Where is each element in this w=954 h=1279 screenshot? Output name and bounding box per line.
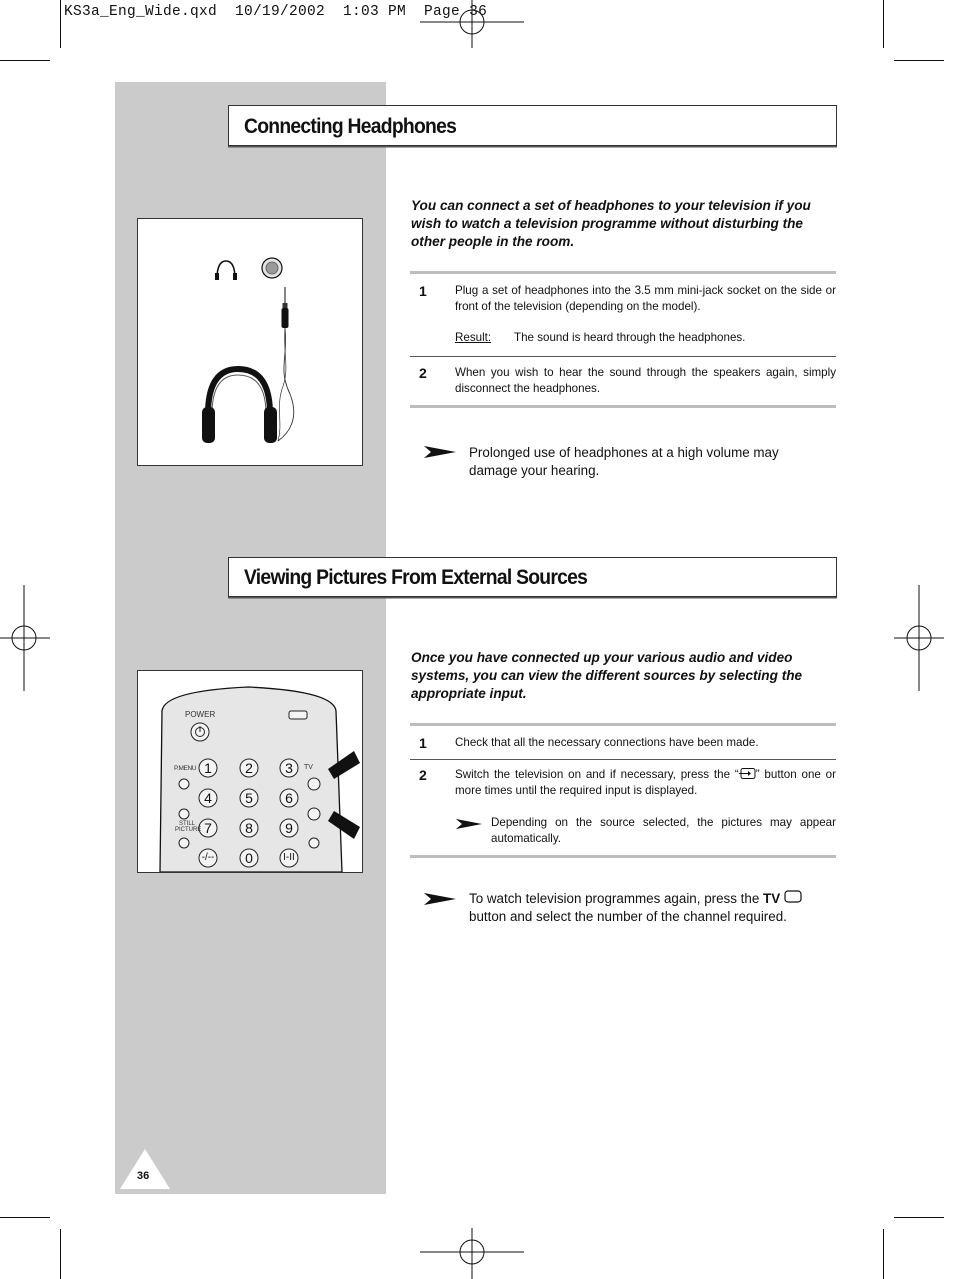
key-4: 4 [204, 790, 212, 806]
plug-icon [282, 287, 289, 328]
section-rule [410, 405, 836, 408]
registration-mark-left [0, 585, 50, 691]
section-title: Connecting Headphones [244, 115, 457, 138]
result-label: Result: [455, 331, 492, 344]
section-rule [410, 723, 836, 726]
step-text: Check that all the necessary connections have been made. [455, 736, 759, 749]
registration-mark-top [420, 0, 524, 50]
still-label: STILL PICTURE [175, 821, 202, 833]
subnote-arrow-icon [455, 818, 483, 830]
step-divider [410, 356, 836, 357]
intro-text: You can connect a set of headphones to your television if you wish to watch a television programme without disturbing the other people in the room. [411, 198, 811, 249]
input-source-icon [739, 768, 756, 779]
subnote-text: Depending on the source selected, the pictures may appear automatically. [491, 816, 836, 845]
pmenu-label: P.MENU [174, 765, 197, 772]
intro-text: Once you have connected up your various audio and video systems, you can view the different sources by selecting the appropriate input. [411, 650, 803, 701]
result-text: The sound is heard through the headphones. [514, 331, 746, 344]
headphone-symbol-icon [215, 261, 237, 280]
key-6: 6 [285, 790, 293, 806]
slug-line: KS3a_Eng_Wide.qxd 10/19/2002 1:03 PM Page 36 [64, 4, 488, 20]
key-8: 8 [245, 820, 253, 836]
headphones-icon [202, 369, 277, 443]
section-rule [410, 271, 836, 274]
step-text: When you wish to hear the sound through the speakers again, simply disconnect the headphones. [455, 366, 836, 395]
note-arrow-icon [423, 892, 457, 906]
step-number: 1 [419, 735, 427, 751]
step-text: Plug a set of headphones into the 3.5 mm mini-jack socket on the side or front of the television (depending on the model). [455, 284, 836, 313]
key-3: 3 [285, 760, 293, 776]
tv-label: TV [763, 891, 781, 906]
step-text: Switch the television on and if necessary, press the “ ” button one or more times until the required input is displayed. [455, 768, 836, 797]
registration-mark-right [894, 585, 944, 691]
page-number: 36 [137, 1170, 150, 1182]
note-text: Prolonged use of headphones at a high volume may damage your hearing. [469, 445, 779, 478]
page-number-triangle [118, 1148, 172, 1190]
step-number: 1 [419, 283, 427, 299]
key-dash: -/-- [201, 852, 215, 863]
tv-label: TV [304, 764, 313, 771]
registration-mark-bottom [420, 1228, 524, 1279]
key-9: 9 [285, 820, 293, 836]
section-title-box [228, 105, 837, 146]
power-label: POWER [185, 710, 216, 719]
key-i-ii: I-II [283, 852, 295, 863]
note-text: To watch television programmes again, press the TV button and select the number of the channel required. [469, 890, 829, 926]
key-2: 2 [245, 760, 253, 776]
step-number: 2 [419, 365, 427, 381]
section-title-box [228, 557, 837, 597]
key-1: 1 [204, 760, 212, 776]
key-0: 0 [245, 850, 253, 866]
tv-button-icon [784, 890, 802, 903]
step-number: 2 [419, 767, 427, 783]
note-arrow-icon [423, 445, 457, 459]
section-title: Viewing Pictures From External Sources [244, 566, 588, 589]
remote-control-illustration [137, 670, 363, 873]
headphones-illustration [137, 218, 363, 466]
key-5: 5 [245, 790, 253, 806]
step-divider [410, 759, 836, 760]
jack-socket-icon [262, 258, 282, 278]
section-rule [410, 855, 836, 858]
key-7: 7 [204, 820, 212, 836]
